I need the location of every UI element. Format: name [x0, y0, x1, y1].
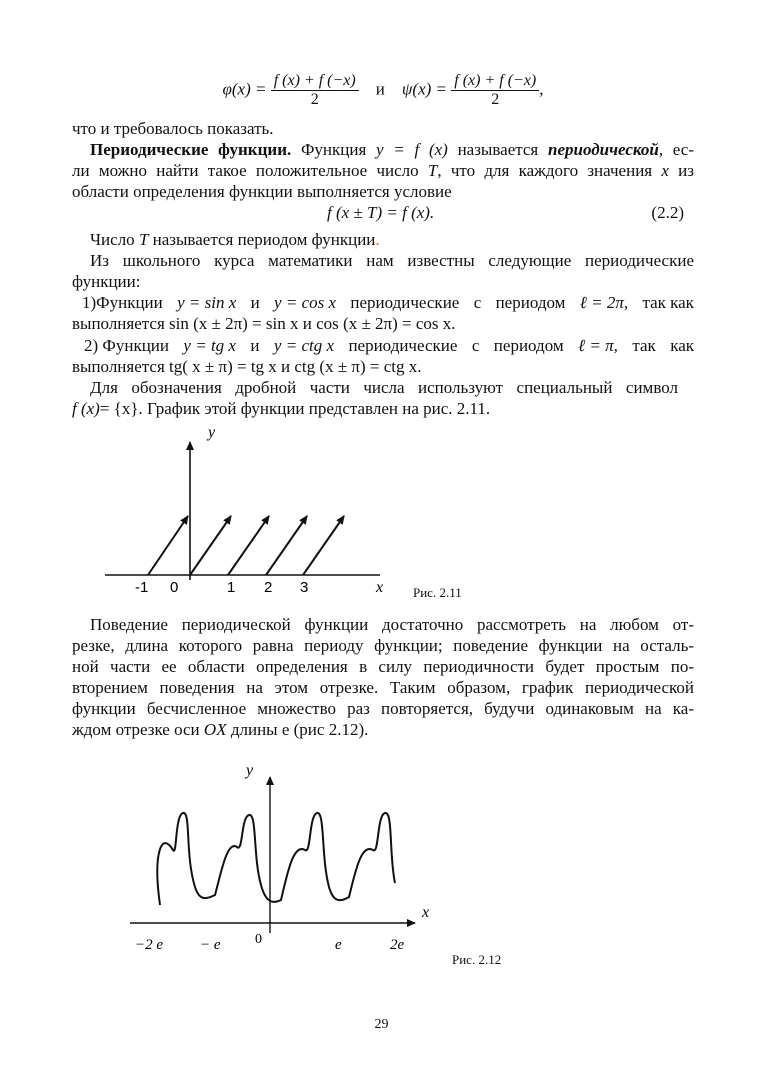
sawtooth-segment	[190, 516, 231, 575]
text-line: что и требовалось показать.	[72, 119, 274, 138]
tick-label: 0	[170, 579, 179, 596]
text-line: Периодические функции. Функция y = f (x) называется периодической, ес-	[90, 140, 694, 159]
figure-caption: Рис. 2.11	[413, 585, 462, 600]
text-line: f (x)= {x}. График этой функции представлен на рис. 2.11.	[72, 399, 491, 418]
sawtooth-segment	[266, 516, 307, 575]
page-number: 29	[374, 1017, 389, 1032]
text-line: вторением поведения на этом отрезке. Таким образом, график периодической	[72, 678, 694, 697]
text-line: Число T называется периодом функции.	[90, 230, 380, 249]
tick-label: 2	[264, 579, 273, 596]
figure-2-12	[115, 755, 445, 965]
psi-fraction: $\frac{f (x) + f (-x)}{2}$	[451, 72, 539, 109]
text-line: Поведение периодической функции достаточно рассмотреть на любом от-	[90, 615, 694, 634]
text-line: Для обозначения дробной части числа используют специальный символ	[90, 378, 678, 397]
sawtooth-segment	[148, 516, 188, 575]
text-line: 1)Функции y = sin x и y = cos x периодические с периодом ℓ = 2π, так как	[82, 293, 694, 312]
figure-caption: Рис. 2.12	[452, 952, 502, 967]
tick-label: e	[335, 937, 342, 953]
text-line: 2) Функции y = tg x и y = ctg x периодические с периодом ℓ = π, так как	[84, 336, 694, 355]
text-line: ждом отрезке оси OX длины e (рис 2.12).	[72, 720, 369, 739]
formula-phi-psi: φ(x) = $\frac{f (x) + f (-x)}{2}$ и ψ(x) = $\frac{f (x) + f (-x)}{2}$ ,	[222, 72, 544, 108]
text-line: функции бесчисленное множество раз повторяется, будучи одинаковым на ка-	[72, 699, 694, 718]
tick-label: − e	[200, 937, 221, 953]
sawtooth-segment	[303, 516, 344, 575]
y-axis-label: y	[208, 424, 216, 441]
text-line: выполняется sin (x ± 2π) = sin x и cos (x ± 2π) = cos x.	[72, 314, 456, 333]
tick-label: -1	[135, 579, 149, 596]
text-line: функции:	[72, 272, 141, 291]
tick-label: 1	[227, 579, 236, 596]
text-line: ной части ее области определения в силу периодичности будет простым по-	[72, 657, 694, 676]
x-axis-label: x	[422, 904, 430, 921]
tick-label: −2 e	[135, 937, 164, 953]
figure-2-11	[100, 420, 500, 610]
text-line: области определения функции выполняется условие	[72, 182, 452, 201]
phi-fraction: $\frac{f (x) + f (-x)}{2}$	[271, 72, 359, 109]
tick-label: 0	[255, 932, 262, 947]
sawtooth-segment	[228, 516, 269, 575]
text-line: резке, длина которого равна периоду функции; поведение функции на осталь-	[72, 636, 694, 655]
text-line: ли можно найти такое положительное число T, что для каждого значения x из	[72, 161, 694, 180]
periodic-curve	[157, 813, 395, 905]
tick-label: 2e	[390, 937, 405, 953]
text-line: Из школьного курса математики нам известны следующие периодические	[90, 251, 694, 270]
tick-label: 3	[300, 579, 309, 596]
y-axis-label: y	[246, 762, 254, 779]
text-line: выполняется tg( x ± π) = tg x и ctg (x ± π) = ctg x.	[72, 357, 422, 376]
x-axis-label: x	[376, 579, 384, 596]
